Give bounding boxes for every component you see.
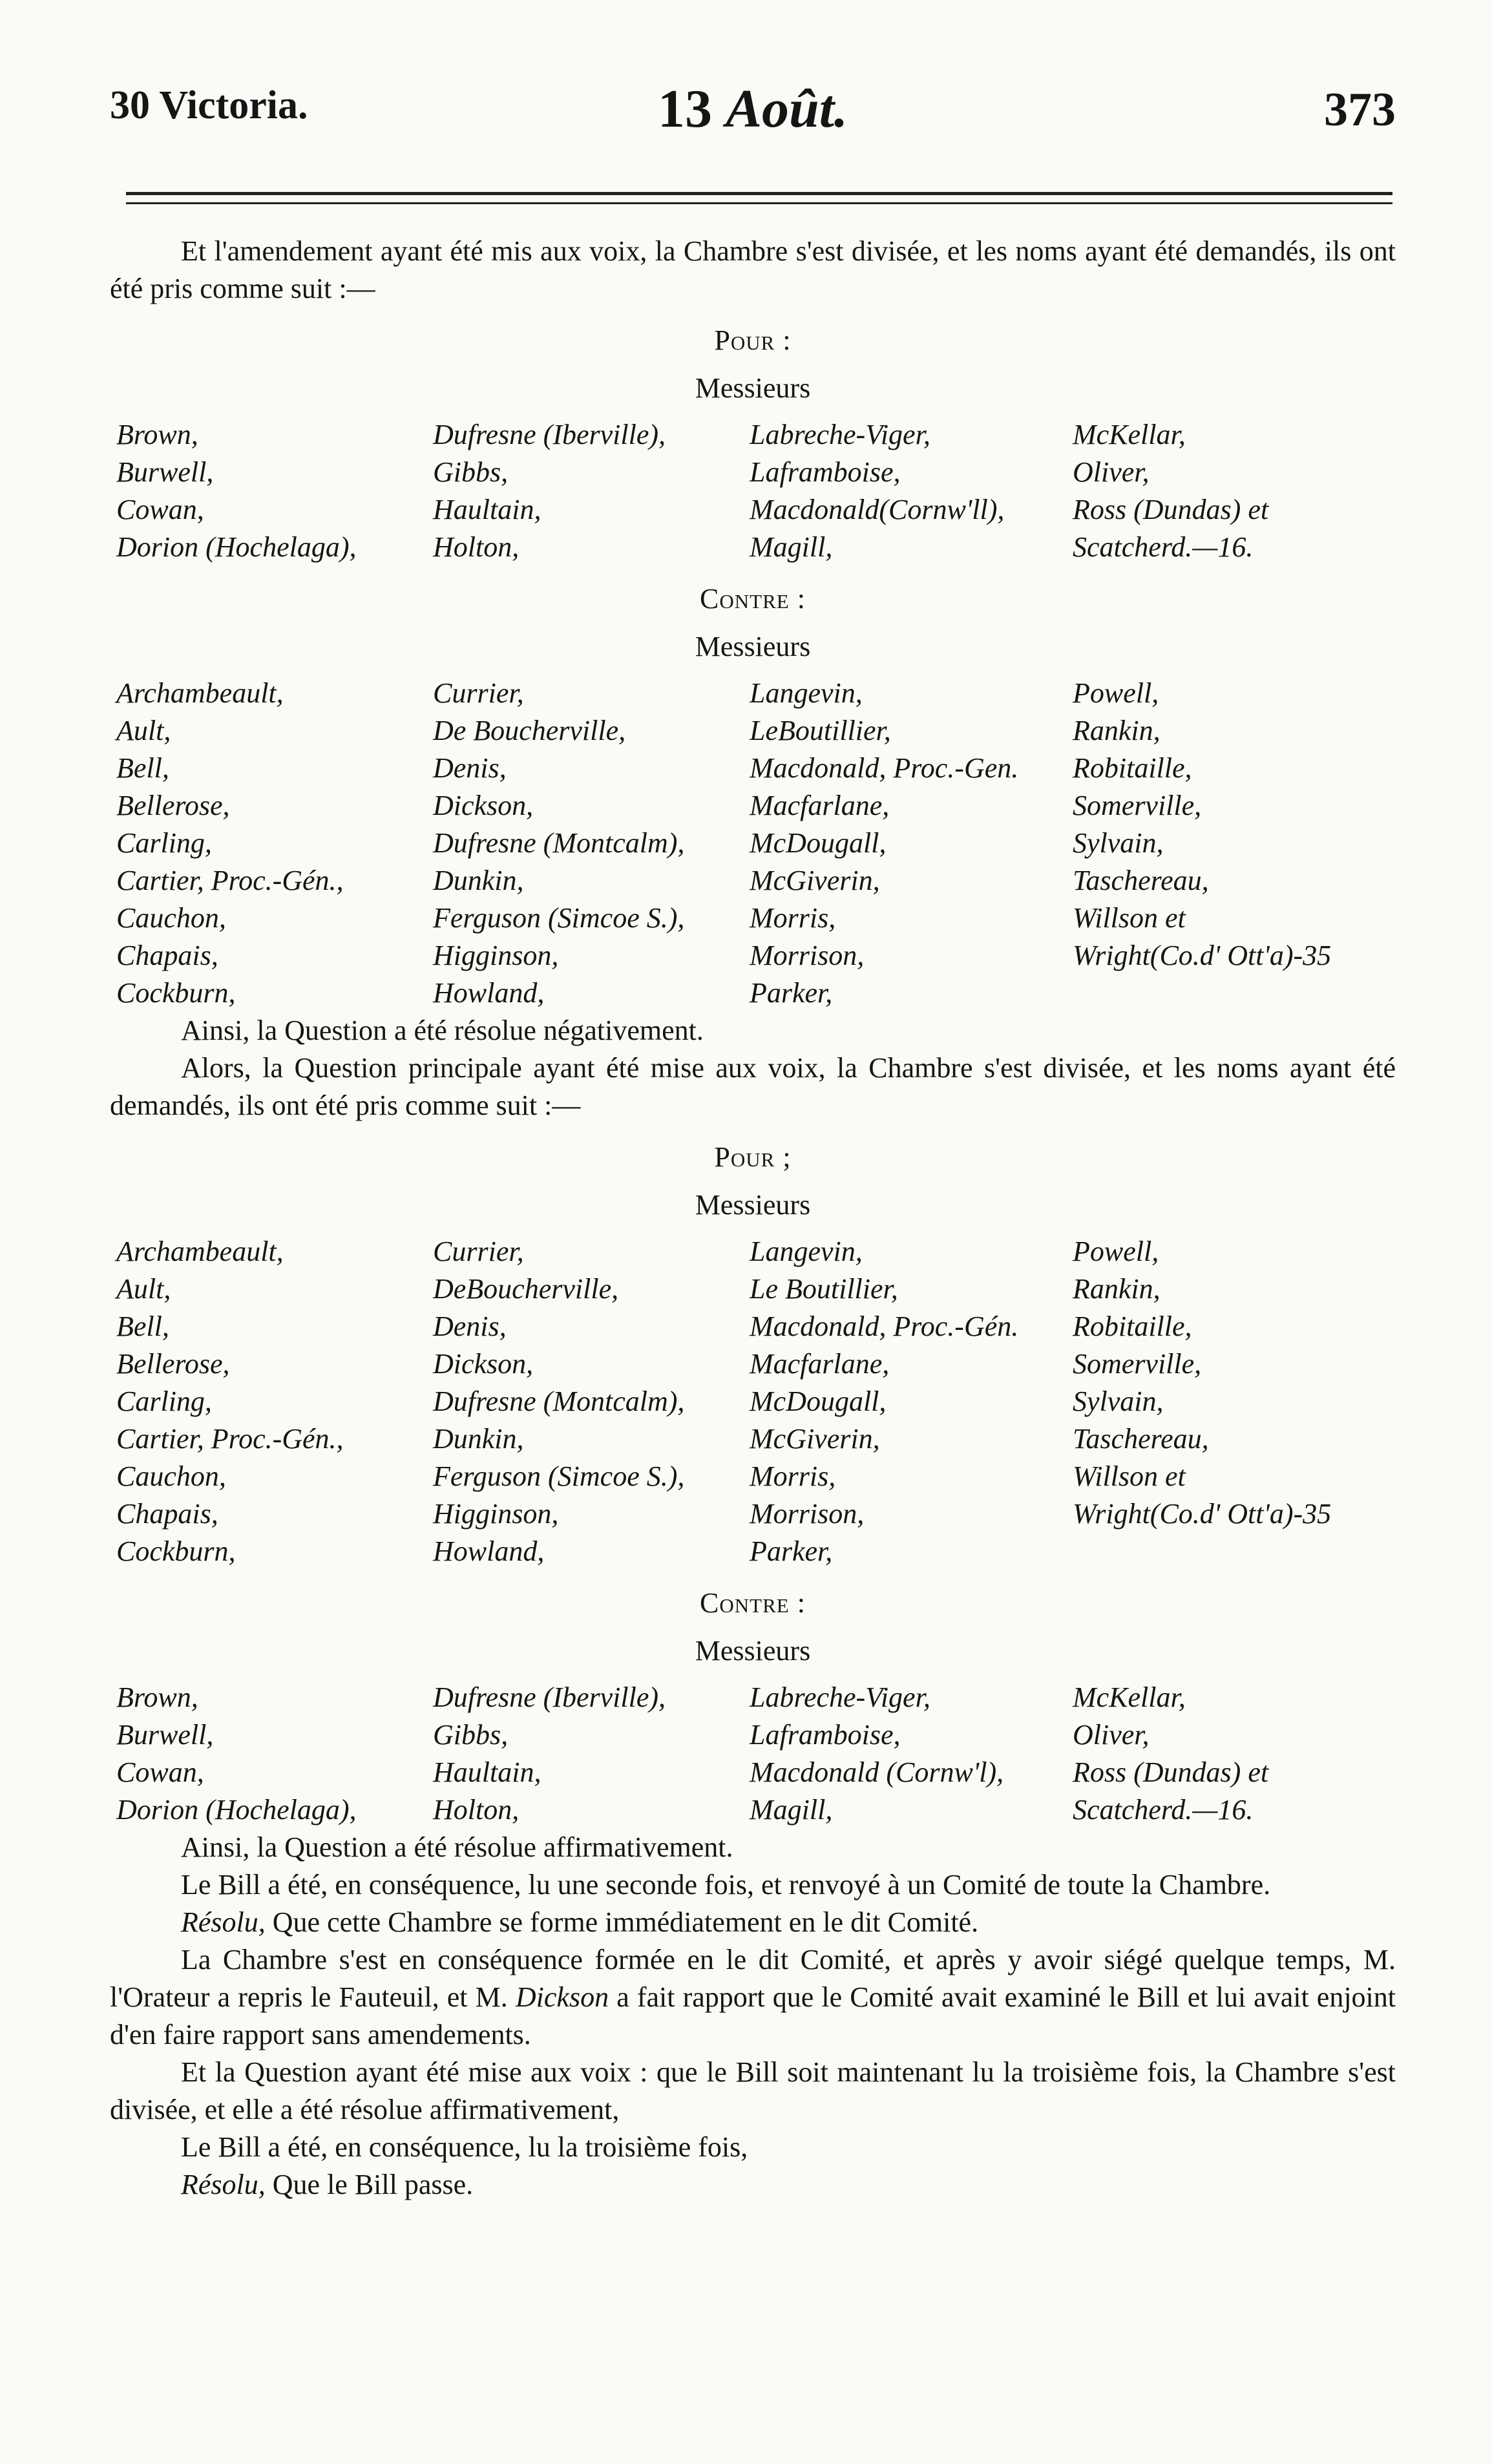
member-name: Oliver, bbox=[1073, 456, 1150, 488]
member-name: Cartier, Proc.-Gén., bbox=[116, 1423, 344, 1455]
header-rule-thin bbox=[126, 202, 1392, 204]
member-name: Taschereau, bbox=[1073, 865, 1209, 896]
member-name: Archambeault, bbox=[116, 1236, 284, 1267]
member-name: Dufresne (Iberville), bbox=[433, 1681, 666, 1713]
member-name: Bellerose, bbox=[116, 790, 230, 821]
member-name: Chapais, bbox=[116, 940, 218, 971]
member-name: Burwell, bbox=[116, 1719, 214, 1751]
vote2-pour-heading: Pour ; bbox=[714, 1141, 792, 1173]
member-name: Chapais, bbox=[116, 1498, 218, 1530]
member-name: Dickson, bbox=[433, 790, 534, 821]
member-name: Magill, bbox=[750, 1794, 833, 1826]
member-name: Macdonald (Cornw'l), bbox=[750, 1756, 1004, 1788]
paragraph-affirmative: Ainsi, la Question a été résolue affirmativement. bbox=[181, 1831, 733, 1863]
page-body bbox=[110, 233, 1396, 2204]
vote1-pour-messieurs: Messieurs bbox=[695, 372, 811, 404]
member-name: Robitaille, bbox=[1073, 752, 1192, 784]
member-name: Cowan, bbox=[116, 1756, 204, 1788]
member-name: Dunkin, bbox=[433, 1423, 524, 1455]
member-name: Powell, bbox=[1073, 1236, 1159, 1267]
member-name: Sylvain, bbox=[1073, 1385, 1164, 1417]
paragraph-resolution-committee bbox=[110, 1904, 1396, 1941]
member-name: Burwell, bbox=[116, 456, 214, 488]
member-name: Langevin, bbox=[750, 1236, 863, 1267]
page-number: 373 bbox=[1324, 83, 1396, 136]
member-name: Denis, bbox=[433, 1311, 507, 1342]
member-name: Macfarlane, bbox=[750, 790, 890, 821]
member-name: Bell, bbox=[116, 1311, 169, 1342]
member-name: Cauchon, bbox=[116, 902, 226, 934]
vote1-contre-heading: Contre : bbox=[700, 583, 806, 615]
session-label: 30 Victoria. bbox=[110, 83, 308, 127]
member-name: Macfarlane, bbox=[750, 1348, 890, 1380]
member-name: Ferguson (Simcoe S.), bbox=[433, 1460, 685, 1492]
date-heading bbox=[110, 78, 1396, 140]
member-name: Wright(Co.d' Ott'a)-35 bbox=[1073, 1498, 1332, 1530]
member-name: Magill, bbox=[750, 531, 833, 563]
vote2-contre-list bbox=[116, 1679, 1396, 1829]
member-name: Morris, bbox=[750, 902, 836, 934]
paragraph-third-reading: Le Bill a été, en conséquence, lu la troisième fois, bbox=[181, 2131, 748, 2163]
member-name: Wright(Co.d' Ott'a)-35 bbox=[1073, 940, 1332, 971]
member-name: Somerville, bbox=[1073, 790, 1202, 821]
resolution-text: Que cette Chambre se forme immédiatement en le dit Comité. bbox=[265, 1906, 979, 1938]
member-name: Labreche-Viger, bbox=[750, 419, 930, 450]
member-name: McDougall, bbox=[750, 827, 887, 859]
member-name: Dickson, bbox=[433, 1348, 534, 1380]
paragraph-second-reading: Le Bill a été, en conséquence, lu une seconde fois, et renvoyé à un Comité de toute la Chambre. bbox=[181, 1869, 1271, 1901]
member-name: Holton, bbox=[433, 531, 520, 563]
member-name: Haultain, bbox=[433, 1756, 541, 1788]
paragraph-main-question: Alors, la Question principale ayant été mise aux voix, la Chambre s'est divisée, et les noms ayant été demandés, ils ont été pris comme suit :— bbox=[110, 1052, 1396, 1121]
member-name: McKellar, bbox=[1073, 419, 1186, 450]
member-name: Dunkin, bbox=[433, 865, 524, 896]
member-name: Macdonald(Cornw'll), bbox=[750, 494, 1005, 525]
member-name: Haultain, bbox=[433, 494, 541, 525]
vote1-pour-list bbox=[116, 416, 1396, 566]
member-name: Powell, bbox=[1073, 677, 1159, 709]
member-name: Scatcherd.—16. bbox=[1073, 531, 1254, 563]
paragraph-negative: Ainsi, la Question a été résolue négativement. bbox=[181, 1015, 704, 1046]
member-name: Denis, bbox=[433, 752, 507, 784]
member-name: Cartier, Proc.-Gén., bbox=[116, 865, 344, 896]
member-name: Currier, bbox=[433, 677, 524, 709]
member-name: Somerville, bbox=[1073, 1348, 1202, 1380]
member-name: Robitaille, bbox=[1073, 1311, 1192, 1342]
member-name: McDougall, bbox=[750, 1385, 887, 1417]
member-name: Cockburn, bbox=[116, 1535, 236, 1567]
member-name: Rankin, bbox=[1073, 715, 1161, 746]
member-name: Le Boutillier, bbox=[750, 1273, 898, 1305]
member-name: Dufresne (Iberville), bbox=[433, 419, 666, 450]
page-header bbox=[110, 79, 1396, 154]
member-name: Laframboise, bbox=[750, 1719, 901, 1751]
member-name: McKellar, bbox=[1073, 1681, 1186, 1713]
member-name: Cowan, bbox=[116, 494, 204, 525]
member-name: Howland, bbox=[433, 1535, 545, 1567]
member-name bbox=[1073, 1533, 1402, 1570]
paragraph-third-reading-question: Et la Question ayant été mise aux voix : que le Bill soit maintenant lu la troisième fois, la Chambre s'est divisée, et elle a été résolue affirmativement, bbox=[110, 2056, 1396, 2125]
member-name: Higginson, bbox=[433, 1498, 559, 1530]
member-name: Scatcherd.—16. bbox=[1073, 1794, 1254, 1826]
member-name: Oliver, bbox=[1073, 1719, 1150, 1751]
member-name: Parker, bbox=[750, 977, 833, 1009]
report-text-a: La Chambre s'est en conséquence formée en le dit Comité, et après y avoir siégé quelque temps, M. l'Orateur a repris le Fauteuil, et M. bbox=[110, 1944, 1396, 2013]
member-name: Morrison, bbox=[750, 1498, 865, 1530]
member-name: Archambeault, bbox=[116, 677, 284, 709]
member-name bbox=[1073, 974, 1402, 1012]
resolu-label: Résolu, bbox=[181, 1906, 266, 1938]
vote2-contre-heading: Contre : bbox=[700, 1587, 806, 1619]
member-name: Parker, bbox=[750, 1535, 833, 1567]
paragraph-amendment: Et l'amendement ayant été mis aux voix, la Chambre s'est divisée, et les noms ayant été demandés, ils ont été pris comme suit :— bbox=[110, 235, 1396, 304]
member-name: Morris, bbox=[750, 1460, 836, 1492]
member-name: Ferguson (Simcoe S.), bbox=[433, 902, 685, 934]
header-rule bbox=[126, 192, 1392, 195]
member-name: Ross (Dundas) et bbox=[1073, 494, 1269, 525]
member-name: Willson et bbox=[1073, 1460, 1186, 1492]
vote2-contre-messieurs: Messieurs bbox=[695, 1635, 811, 1667]
member-name: Ault, bbox=[116, 715, 171, 746]
member-name: Howland, bbox=[433, 977, 545, 1009]
member-name: McGiverin, bbox=[750, 1423, 880, 1455]
bill-passes-text: Que le Bill passe. bbox=[265, 2169, 474, 2200]
member-name: DeBoucherville, bbox=[433, 1273, 619, 1305]
report-member-name: Dickson bbox=[515, 1981, 609, 2013]
vote1-pour-heading: Pour : bbox=[714, 324, 792, 356]
member-name: Dorion (Hochelaga), bbox=[116, 531, 357, 563]
member-name: Dorion (Hochelaga), bbox=[116, 1794, 357, 1826]
member-name: Labreche-Viger, bbox=[750, 1681, 930, 1713]
report-text-b: a fait rapport que le Comité avait examiné le Bill et lui avait enjoint d'en faire rapport sans amendements. bbox=[110, 1981, 1396, 2050]
member-name: Carling, bbox=[116, 827, 212, 859]
member-name: Cauchon, bbox=[116, 1460, 226, 1492]
date-day: 13 bbox=[657, 79, 712, 139]
member-name: Brown, bbox=[116, 419, 198, 450]
member-name: Macdonald, Proc.-Gen. bbox=[750, 752, 1019, 784]
member-name: Laframboise, bbox=[750, 456, 901, 488]
member-name: Bell, bbox=[116, 752, 169, 784]
member-name: Willson et bbox=[1073, 902, 1186, 934]
member-name: Morrison, bbox=[750, 940, 865, 971]
resolu-label-final: Résolu, bbox=[181, 2169, 266, 2200]
member-name: LeBoutillier, bbox=[750, 715, 891, 746]
member-name: Bellerose, bbox=[116, 1348, 230, 1380]
vote1-contre-list bbox=[116, 675, 1396, 1012]
member-name: Langevin, bbox=[750, 677, 863, 709]
member-name: McGiverin, bbox=[750, 865, 880, 896]
member-name: Currier, bbox=[433, 1236, 524, 1267]
vote1-contre-messieurs: Messieurs bbox=[695, 631, 811, 662]
member-name: Taschereau, bbox=[1073, 1423, 1209, 1455]
member-name: Higginson, bbox=[433, 940, 559, 971]
member-name: De Boucherville, bbox=[433, 715, 626, 746]
member-name: Gibbs, bbox=[433, 456, 509, 488]
member-name: Dufresne (Montcalm), bbox=[433, 1385, 685, 1417]
date-month: Août. bbox=[725, 79, 848, 139]
member-name: Carling, bbox=[116, 1385, 212, 1417]
paragraph-committee-report bbox=[110, 1941, 1396, 2054]
member-name: Rankin, bbox=[1073, 1273, 1161, 1305]
member-name: Cockburn, bbox=[116, 977, 236, 1009]
member-name: Ross (Dundas) et bbox=[1073, 1756, 1269, 1788]
member-name: Sylvain, bbox=[1073, 827, 1164, 859]
member-name: Holton, bbox=[433, 1794, 520, 1826]
member-name: Gibbs, bbox=[433, 1719, 509, 1751]
member-name: Brown, bbox=[116, 1681, 198, 1713]
member-name: Ault, bbox=[116, 1273, 171, 1305]
member-name: Dufresne (Montcalm), bbox=[433, 827, 685, 859]
paragraph-bill-passes bbox=[110, 2166, 1396, 2204]
member-name: Macdonald, Proc.-Gén. bbox=[750, 1311, 1019, 1342]
vote2-pour-messieurs: Messieurs bbox=[695, 1189, 811, 1221]
vote2-pour-list bbox=[116, 1233, 1396, 1570]
